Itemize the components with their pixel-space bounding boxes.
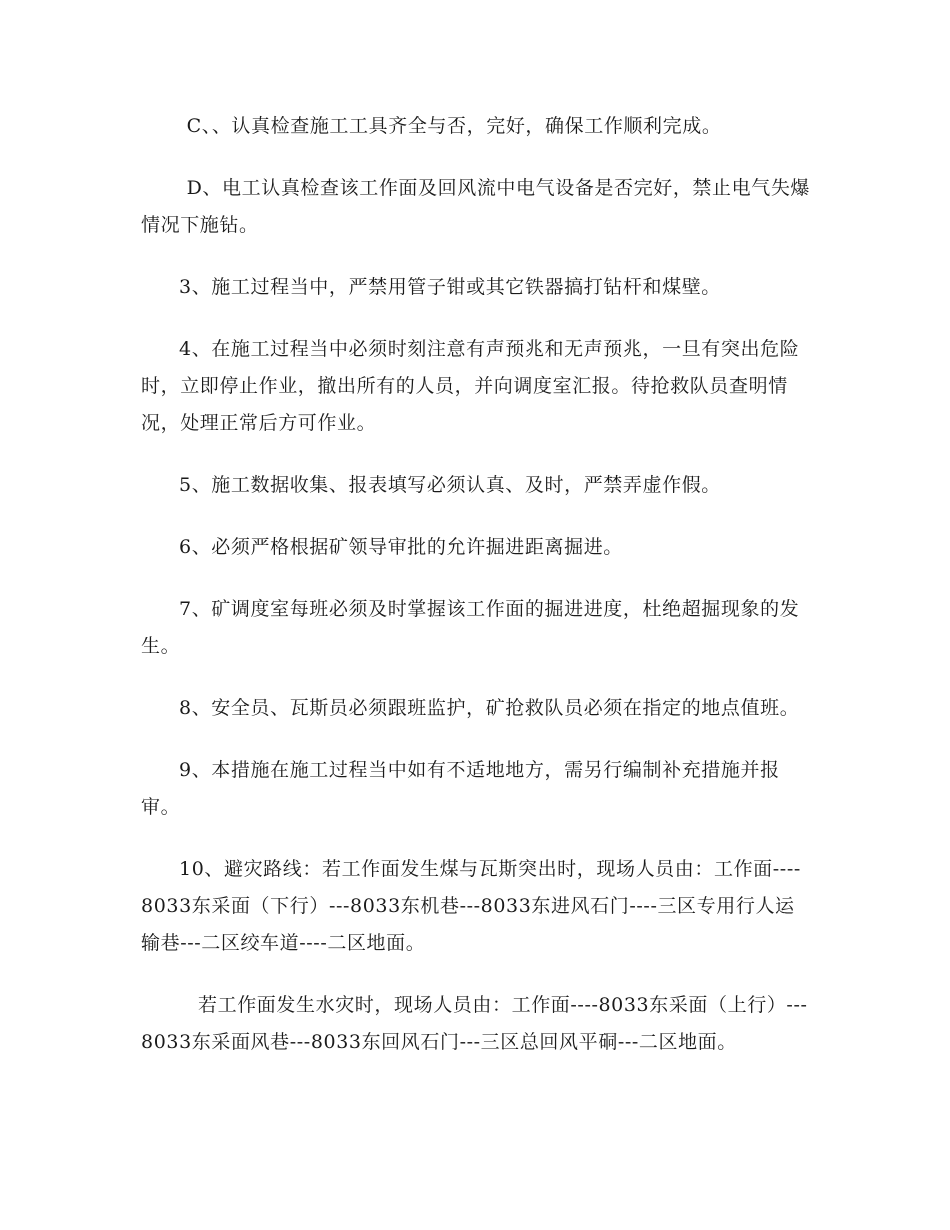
paragraph-9: 9、本措施在施工过程当中如有不适地地方，需另行编制补充措施并报审。 — [141, 759, 780, 818]
paragraph-d: D、电工认真检查该工作面及回风流中电气设备是否完好，禁止电气失爆情况下施钻。 — [141, 177, 811, 236]
paragraph-c: C、、认真检查施工工具齐全与否，完好，确保工作顺利完成。 — [186, 115, 722, 137]
paragraph-3: 3、施工过程当中，严禁用管子钳或其它铁器搞打钻杆和煤壁。 — [179, 276, 721, 298]
paragraph-5: 5、施工数据收集、报表填写必须认真、及时，严禁弄虚作假。 — [179, 474, 721, 496]
paragraph-4: 4、在施工过程当中必须时刻注意有声预兆和无声预兆，一旦有突出危险时，立即停止作业，撤出所有的人员，并向调度室汇报。待抢救队员查明情况，处理正常后方可作业。 — [141, 338, 800, 434]
paragraph-10-evacuation-route: 10、避灾路线：若工作面发生煤与瓦斯突出时，现场人员由：工作面----8033东采面（下行）---8033东机巷---8033东进风石门----三区专用行人运输巷---二区绞车道----二区地面。 — [141, 858, 801, 954]
paragraph-flood-evacuation-route: 若工作面发生水灾时，现场人员由：工作面----8033东采面（上行）---8033东采面风巷---8033东回风石门---三区总回风平硐---二区地面。 — [141, 994, 808, 1053]
document-page — [141, 108, 811, 1086]
paragraph-8: 8、安全员、瓦斯员必须跟班监护，矿抢救队员必须在指定的地点值班。 — [179, 697, 800, 719]
paragraph-7: 7、矿调度室每班必须及时掌握该工作面的掘进进度，杜绝超掘现象的发生。 — [141, 598, 800, 657]
paragraph-6: 6、必须严格根据矿领导审批的允许掘进距离掘进。 — [179, 536, 623, 558]
